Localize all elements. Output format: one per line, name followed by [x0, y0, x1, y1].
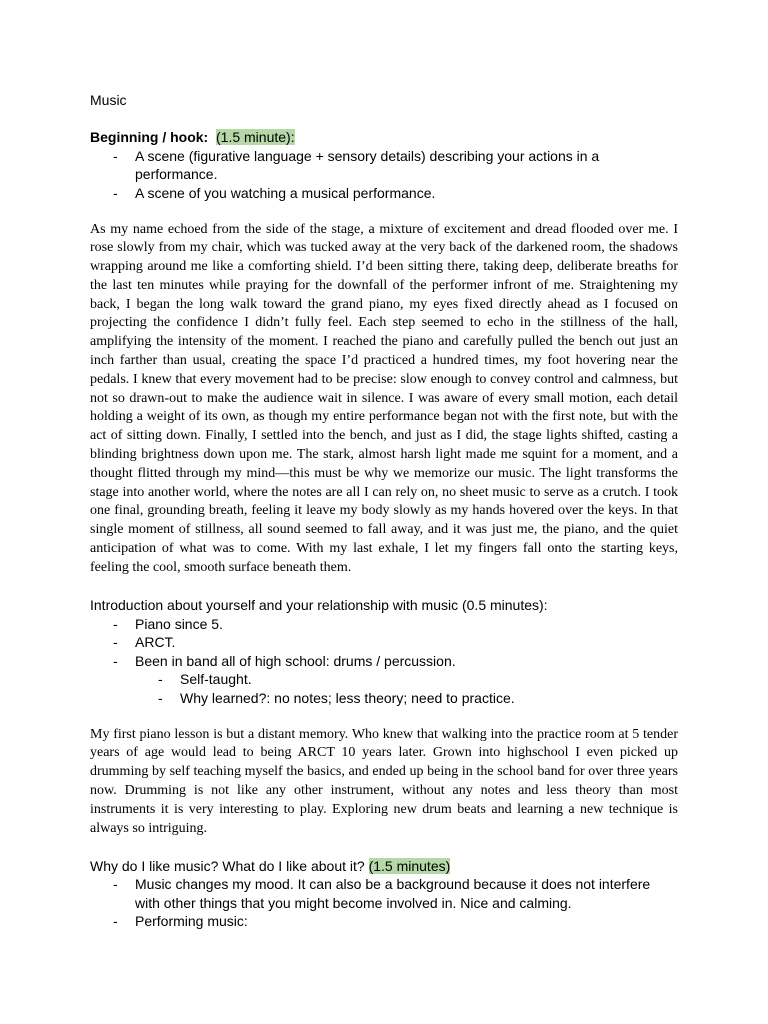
- why-music-bullet-list: [90, 875, 678, 931]
- list-item: - A scene of you watching a musical performance.: [90, 184, 678, 203]
- section-heading-why-music: [90, 857, 678, 876]
- intro-bullet-list: [90, 615, 678, 671]
- list-item: - Why learned?: no notes; less theory; need to practice.: [90, 689, 678, 708]
- hook-paragraph: As my name echoed from the side of the stage, a mixture of excitement and dread flooded over me. I rose slowly from my chair, which was tucked away at the very back of the darkened room, the shadows wrapping around me like a comforting shield. I’d been sitting there, taking deep, deliberate breaths for the last ten minutes while praying for the downfall of the performer infront of me. Straightening my back, I began the long walk toward the grand piano, my eyes fixed directly ahead as I focused on projecting the confidence I didn’t fully feel. Each step seemed to echo in the stillness of the hall, amplifying the intensity of the moment. I reached the piano and carefully pulled the bench out just an inch farther than usual, creating the space I’d practiced a hundred times, my foot hovering near the pedals. I knew that every movement had to be precise: slow enough to convey control and calmness, but not so drawn-out to make the audience wait in silence. I was aware of every small motion, each detail holding a weight of its own, as though my entire performance began not with the first note, but with the act of sitting down. Finally, I settled into the bench, and just as I did, the stage lights shifted, casting a blinding brightness down upon me. The stark, almost harsh light made me squint for a moment, and a thought flitted through my mind—this must be why we memorize our music. The light transforms the stage into another world, where the notes are all I can rely on, no sheet music to serve as a crutch. I took one final, grounding breath, feeling it leave my body slowly as my hands hovered over the keys. In that single moment of stillness, all sound seemed to fall away, and it was just me, the piano, and the quiet anticipation of what was to come. With my last exhale, I let my fingers fall onto the starting keys, feeling the cool, smooth surface beneath them.: [90, 221, 678, 575]
- why-music-duration-highlight: (1.5 minutes): [368, 857, 451, 874]
- list-item: - ARCT.: [90, 633, 678, 652]
- list-item: - Self-taught.: [90, 670, 678, 689]
- section-heading-hook: [90, 128, 678, 147]
- list-item: - Piano since 5.: [90, 615, 678, 634]
- hook-duration-highlight: (1.5 minute):: [216, 129, 295, 145]
- list-item: - Been in band all of high school: drums / percussion.: [90, 652, 678, 671]
- intro-sub-bullet-list: [90, 670, 678, 707]
- why-music-heading-label: Why do I like music? What do I like about it?: [90, 857, 365, 874]
- hook-heading-label: Beginning / hook:: [90, 129, 209, 145]
- list-item: - Performing music:: [90, 912, 678, 931]
- intro-paragraph: My first piano lesson is but a distant memory. Who knew that walking into the practice room at 5 tender years of age would lead to being ARCT 10 years later. Grown into highschool I even picked up drumming by self teaching myself the basics, and ended up being in the school band for over three years now. Drumming is not like any other instrument, without any notes and less theory than most instruments it is very interesting to play. Exploring new drum beats and learning a new technique is always so intriguing.: [90, 726, 678, 836]
- document-title: Music: [90, 92, 127, 108]
- list-item: - A scene (figurative language + sensory details) describing your actions in a performance.: [90, 147, 678, 184]
- hook-bullet-list: [90, 147, 678, 203]
- section-heading-introduction: Introduction about yourself and your relationship with music (0.5 minutes):: [90, 597, 548, 614]
- document-page: [90, 91, 678, 931]
- list-item: - Music changes my mood. It can also be a background because it does not interfere with other things that you might become involved in. Nice and calming.: [90, 875, 678, 912]
